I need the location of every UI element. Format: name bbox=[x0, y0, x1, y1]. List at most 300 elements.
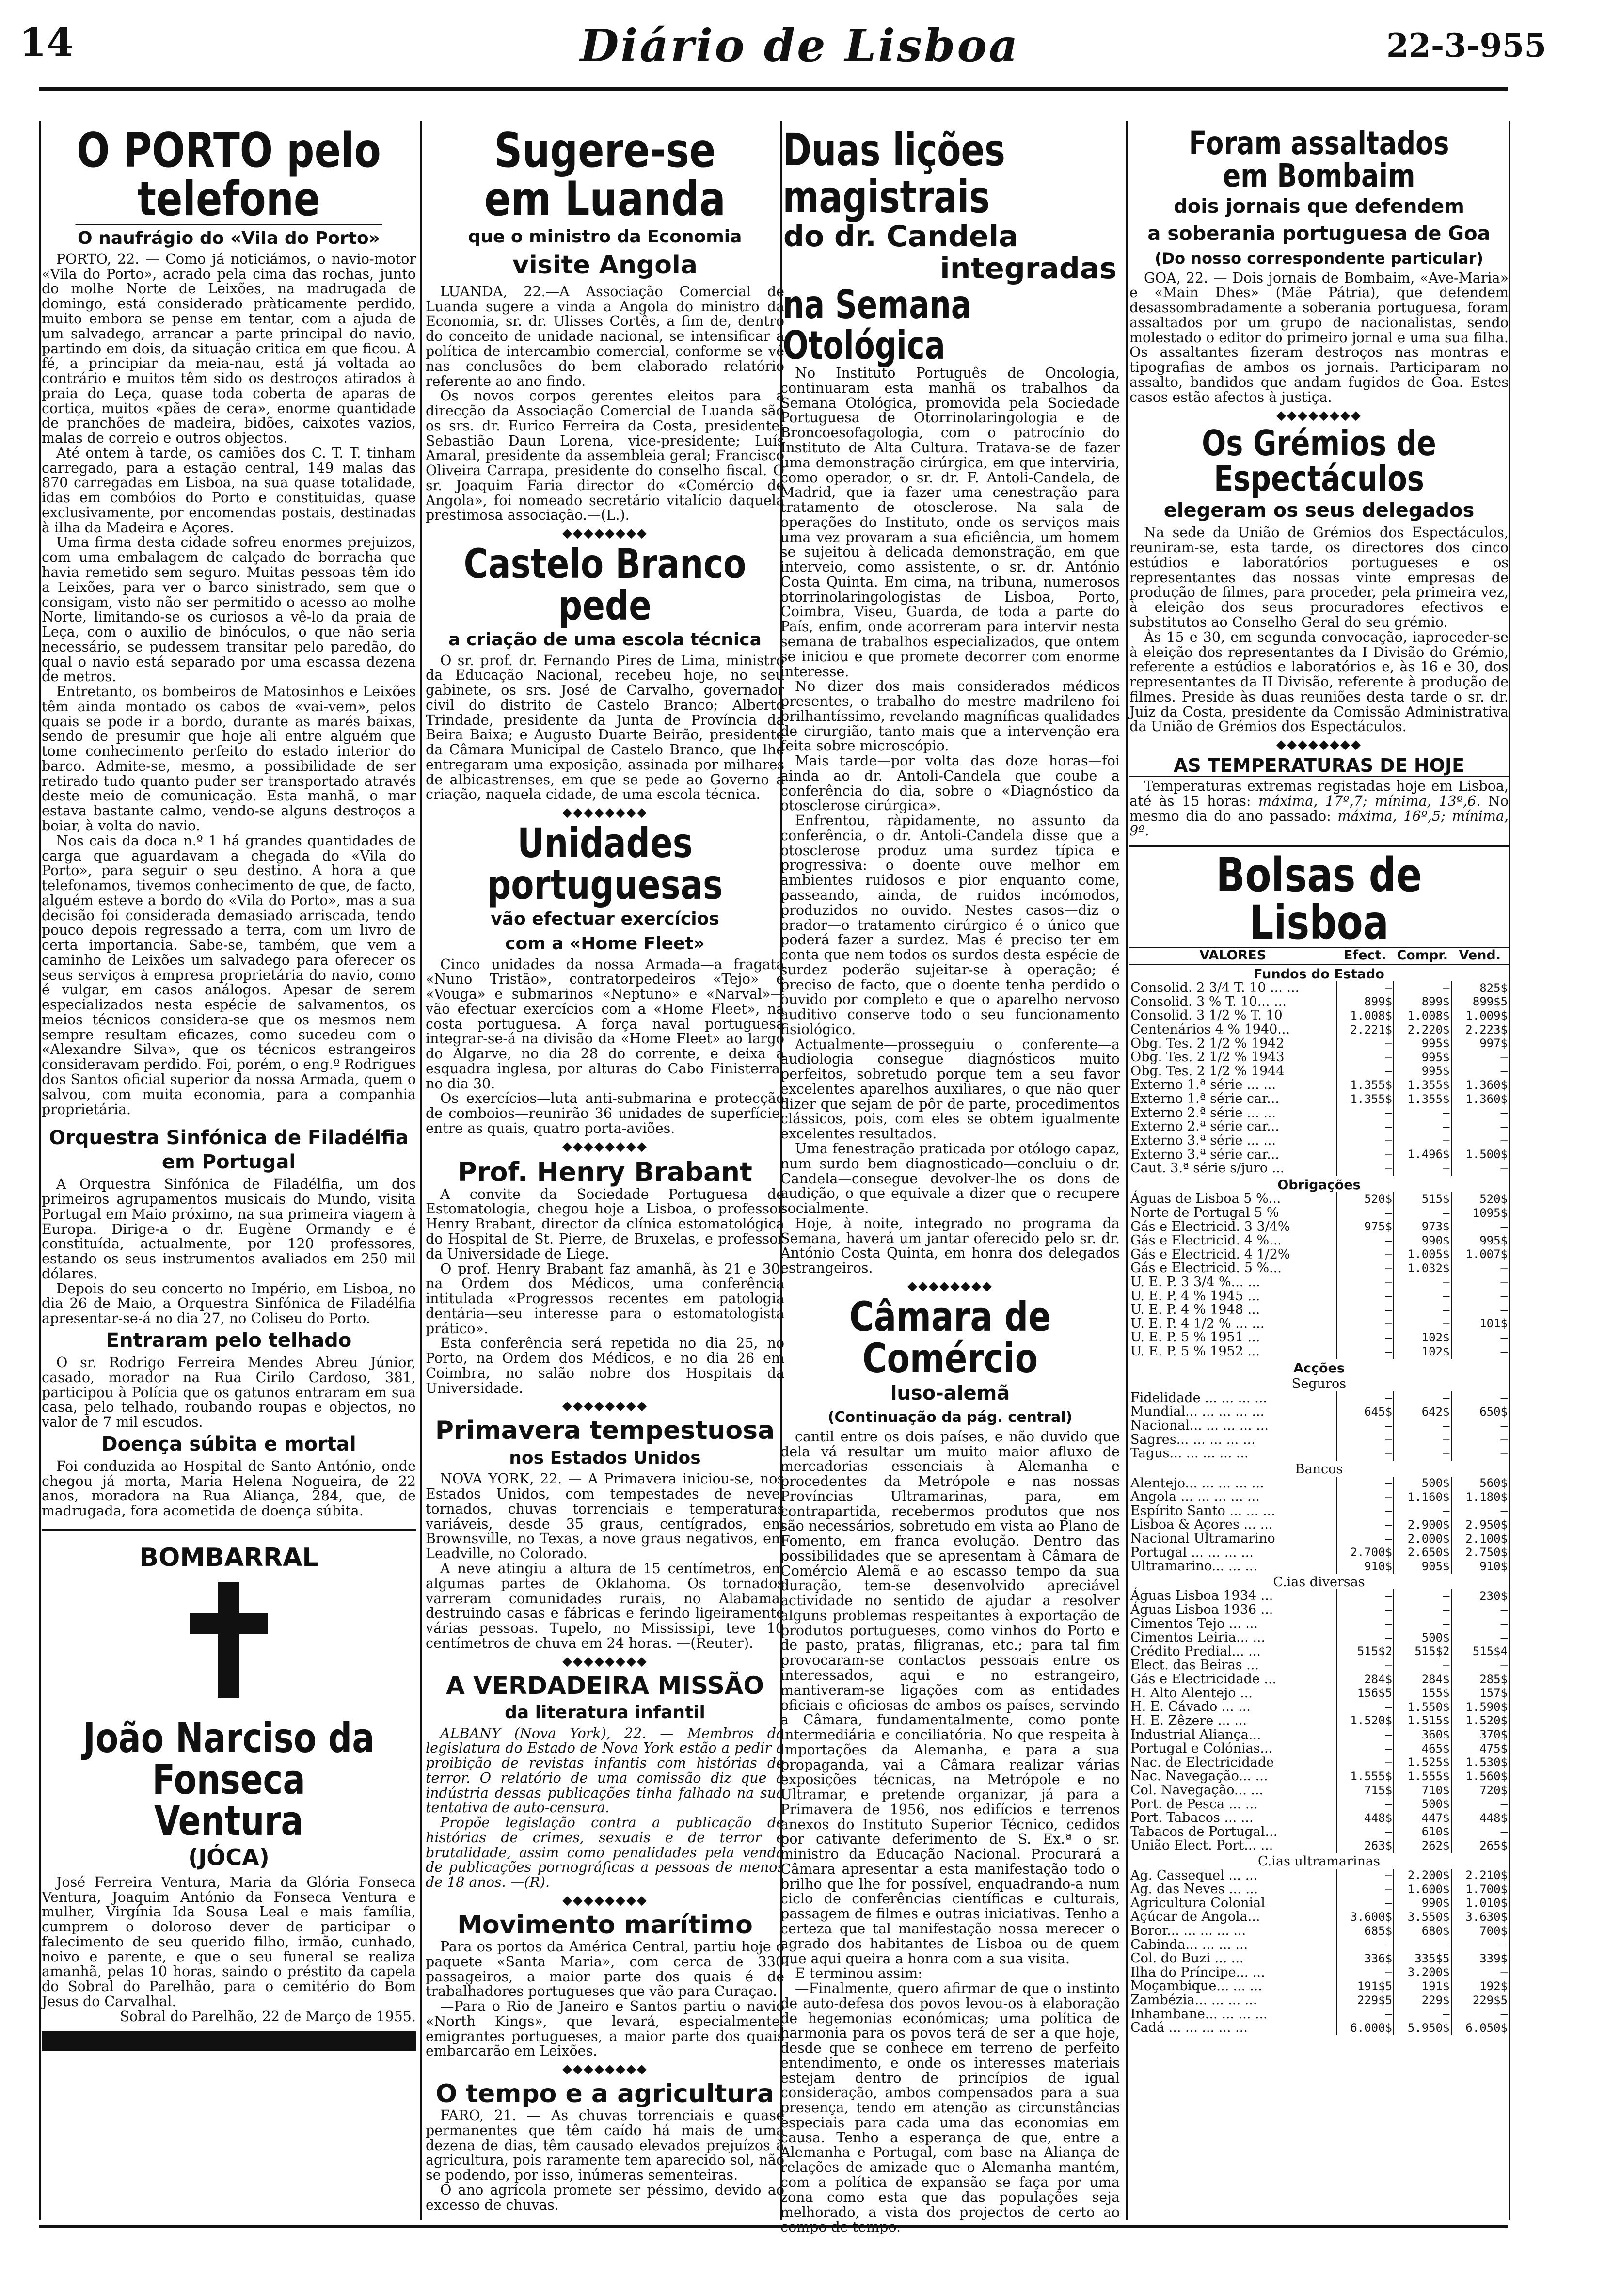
paragraph: No Instituto Português de Oncologia, continuaram esta manhã os trabalhos da Semana Otológica, promovida pela Sociedade Portuguesa de Otorrinolaringologia e de Broncoesofagologia, com o patrocínio do Instituto de Alta Cultura. Tratava-se de fazer uma demonstração cirúrgica, em que interviria, como operador, o sr. dr. F. Antoli-Candela, de Madrid, que ia fazer uma cenestração para tratamento de otosclerose. Na sala de operações do Instituto, onde os serviços mais uma vez provaram a sua eficiência, um homem se sujeitou à delicada demonstração, em que interveio, como assistente, o sr. dr. António Costa Quinta. Em cima, na tribuna, numerosos otorrinolaringologistas de Lisboa, Porto, Coimbra, Viseu, Guarda, de toda a parte do País, enfim, onde acorreram para intervir nesta semana de trabalhos especializados, que ontem se iniciou e que promete decorrer com enorme interesse. bbox=[780, 365, 1120, 680]
table-row bbox=[1129, 1742, 1509, 1756]
page-number: 14 bbox=[19, 19, 74, 65]
security-name: Nac. Navegação... ... bbox=[1130, 1769, 1268, 1784]
security-name: Tabacos de Portugal... bbox=[1130, 1824, 1278, 1839]
effective-price: 910$ bbox=[1336, 1560, 1394, 1574]
subheadline: luso-alemã bbox=[890, 1382, 1010, 1405]
buy-price: — bbox=[1394, 1447, 1451, 1461]
effective-price: — bbox=[1336, 1051, 1394, 1065]
effective-price: 156$5 bbox=[1336, 1687, 1394, 1701]
buy-price: 284$ bbox=[1394, 1673, 1451, 1687]
security-name: Espírito Santo ... ... ... bbox=[1130, 1503, 1275, 1518]
article-body bbox=[426, 1472, 784, 1651]
page-bottom-rule bbox=[39, 2225, 1508, 2228]
headline: Doença súbita e mortal bbox=[101, 1433, 356, 1455]
article-camara-comercio bbox=[780, 1292, 1120, 2235]
table-row bbox=[1129, 1728, 1509, 1742]
security-name: Ag. das Neves ... ... bbox=[1130, 1881, 1258, 1897]
article-brabant bbox=[426, 1157, 784, 1396]
table-row bbox=[1129, 2008, 1509, 2022]
table-row bbox=[1129, 1714, 1509, 1728]
article-candela bbox=[780, 124, 1120, 1276]
article-body bbox=[1129, 776, 1509, 839]
buy-price: 335$5 bbox=[1394, 1952, 1451, 1966]
table-row bbox=[1129, 1966, 1509, 1980]
separator: ◆◆◆◆◆◆◆◆ bbox=[562, 1139, 648, 1154]
article-bombaim bbox=[1129, 127, 1509, 405]
group-label: C.ias diversas bbox=[1273, 1574, 1365, 1590]
separator: ◆◆◆◆◆◆◆◆ bbox=[562, 1654, 648, 1669]
buy-price: — bbox=[1394, 1589, 1451, 1603]
effective-price: 975$ bbox=[1336, 1220, 1394, 1234]
table-row bbox=[1129, 1546, 1509, 1560]
article-primavera bbox=[426, 1416, 784, 1651]
sell-price: 2.100$ bbox=[1451, 1532, 1509, 1546]
buy-price: 2.200$ bbox=[1394, 1869, 1451, 1883]
paragraph: Entretanto, os bombeiros de Matosinhos e Leixões têm ainda montado os cabos de «vai-vem», pelos quais se pode ir a bordo, durante as marés baixas, sendo de presumir que hoje ali entre alguém que tome conhecimento perfeito do estado interior do barco. Admite-se, mesmo, a possibilidade de ser retirado tudo quanto puder ser transportado através deste meio de comunicação. Esta manhã, o mar estava bastante calmo, vendo-se alguns destroços a boiar, à volta do navio. bbox=[42, 684, 416, 834]
article-body bbox=[1129, 271, 1509, 405]
article-body bbox=[426, 654, 784, 803]
sell-price: — bbox=[1451, 1419, 1509, 1433]
subheadline: elegeram os seus delegados bbox=[1163, 499, 1475, 522]
table-row bbox=[1129, 1290, 1509, 1304]
table-row bbox=[1129, 1206, 1509, 1220]
security-name: Açúcar de Angola... bbox=[1130, 1909, 1260, 1925]
sell-price: 997$ bbox=[1451, 1037, 1509, 1051]
paragraph: Cinco unidades da nossa Armada—a fragata «Nuno Tristão», contratorpedeiros «Tejo» e «Vouga» e submarinos «Neptuno» e «Narval»—vão efectuar exercícios com a «Home Fleet», na costa portuguesa. A força naval portuguesa integrar-se-á na divisão da «Home Fleet» ao largo do Algarve, no dia 28 do corrente, e deixa a esquadra inglesa, por alturas do Cabo Finisterra, no dia 30. bbox=[426, 956, 784, 1092]
sell-price: 6.050$ bbox=[1451, 2021, 1509, 2035]
table-row bbox=[1129, 1770, 1509, 1784]
column-1 bbox=[42, 123, 416, 2221]
effective-price: — bbox=[1336, 1882, 1394, 1897]
table-row bbox=[1129, 1065, 1509, 1079]
buy-price: — bbox=[1394, 1938, 1451, 1952]
buy-price: 515$2 bbox=[1394, 1645, 1451, 1659]
security-name: Alentejo... ... ... ... ... bbox=[1130, 1475, 1264, 1491]
security-name: U. E. P. 4 % 1948 ... bbox=[1130, 1302, 1260, 1318]
table-row bbox=[1129, 1938, 1509, 1952]
effective-price: — bbox=[1336, 1290, 1394, 1304]
table-header-row bbox=[1129, 947, 1509, 964]
table-row bbox=[1129, 1952, 1509, 1966]
effective-price: — bbox=[1336, 1317, 1394, 1331]
headline: Bolsas de Lisboa bbox=[1216, 848, 1422, 950]
sell-price: — bbox=[1451, 1106, 1509, 1120]
effective-price: 263$ bbox=[1336, 1839, 1394, 1853]
security-name: Caut. 3.ª série s/juro ... bbox=[1130, 1161, 1285, 1176]
security-name: Cimentos Tejo ... ... bbox=[1130, 1616, 1258, 1631]
article-body bbox=[42, 252, 416, 1117]
effective-price: — bbox=[1336, 1134, 1394, 1148]
headline: Castelo Branco pede bbox=[463, 540, 747, 629]
buy-price: 995$ bbox=[1394, 1037, 1451, 1051]
security-name: Mundial... ... ... ... ... bbox=[1130, 1404, 1265, 1419]
paragraph: FARO, 21. — As chuvas torrenciais e quase permanentes que têm caído há mais de uma dezena de dias, têm causado elevados prejuízos à agricultura, pois raramente tem aparecido sol, não se podendo, por isso, inúmeras sementeiras. bbox=[426, 2107, 784, 2184]
buy-price: — bbox=[1394, 981, 1451, 995]
table-row bbox=[1129, 1700, 1509, 1714]
sell-price: 1095$ bbox=[1451, 1206, 1509, 1220]
sell-price: 825$ bbox=[1451, 981, 1509, 995]
sell-price: 101$ bbox=[1451, 1317, 1509, 1331]
effective-price: 685$ bbox=[1336, 1924, 1394, 1938]
sell-price: 2.750$ bbox=[1451, 1546, 1509, 1560]
effective-price: 448$ bbox=[1336, 1811, 1394, 1825]
separator: ◆◆◆◆◆◆◆◆ bbox=[562, 2062, 648, 2077]
subheadline: visite Angola bbox=[512, 250, 698, 280]
buy-price: 500$ bbox=[1394, 1798, 1451, 1812]
paragraph: LUANDA, 22.—A Associação Comercial de Luanda sugere a vinda a Angola do ministro da Economia, sr. dr. Ulisses Cortês, a fim de, dentro do conceito de unidade nacional, se intensificar a política de intercambio comercial, conforme se vê nas conclusões do bem elaborado relatório referente ao ano findo. bbox=[426, 283, 784, 389]
sell-price: 899$5 bbox=[1451, 995, 1509, 1009]
effective-price: 2.221$ bbox=[1336, 1023, 1394, 1037]
separator: ◆◆◆◆◆◆◆◆ bbox=[562, 805, 648, 820]
effective-price: — bbox=[1336, 1798, 1394, 1812]
sell-price: 1.007$ bbox=[1451, 1248, 1509, 1262]
buy-price: 500$ bbox=[1394, 1477, 1451, 1491]
sell-price: 515$4 bbox=[1451, 1645, 1509, 1659]
effective-price: — bbox=[1336, 1518, 1394, 1532]
subheadline: com a «Home Fleet» bbox=[505, 933, 705, 954]
table-row bbox=[1129, 1009, 1509, 1023]
sell-price: — bbox=[1451, 1331, 1509, 1345]
table-row bbox=[1129, 1532, 1509, 1546]
subheadline: vão efectuar exercícios bbox=[491, 909, 719, 929]
sell-price: 1.590$ bbox=[1451, 1700, 1509, 1714]
table-row bbox=[1129, 1979, 1509, 1993]
table-row bbox=[1129, 1560, 1509, 1574]
security-name: Portugal ... ... ... ... bbox=[1130, 1545, 1254, 1560]
article-gremios bbox=[1129, 422, 1509, 735]
column-2 bbox=[426, 123, 784, 2221]
effective-price: 229$5 bbox=[1336, 1993, 1394, 2008]
effective-price: 191$5 bbox=[1336, 1979, 1394, 1993]
buy-price: 3.200$ bbox=[1394, 1966, 1451, 1980]
paragraph: A convite da Sociedade Portuguesa de Estomatologia, chegou hoje a Lisboa, o professor Henry Brabant, director da clínica estomatológica do Hospital de St. Pierre, de Bruxelas, e professor da Universidade de Liege. bbox=[426, 1186, 784, 1262]
sell-price: 370$ bbox=[1451, 1728, 1509, 1742]
buy-price: — bbox=[1394, 1120, 1451, 1134]
buy-price: 155$ bbox=[1394, 1687, 1451, 1701]
obituary-border bbox=[42, 2031, 416, 2051]
effective-price: — bbox=[1336, 1504, 1394, 1518]
headline: na Semana Otológica bbox=[782, 282, 971, 368]
sell-price: 192$ bbox=[1451, 1979, 1509, 1993]
buy-price: 2.000$ bbox=[1394, 1532, 1451, 1546]
effective-price: — bbox=[1336, 1419, 1394, 1433]
buy-price: 1.550$ bbox=[1394, 1700, 1451, 1714]
buy-price: 642$ bbox=[1394, 1405, 1451, 1419]
sell-price: — bbox=[1451, 1433, 1509, 1447]
paragraph: ALBANY (Nova York), 22. — Membros da legislatura do Estado de Nova York estão a pedir a proibição de revistas infantis com histórias de terror. O relatório de uma comissão diz que a indústria dessas publicações tinha falhado na sua tentativa de auto-censura. bbox=[426, 1725, 784, 1816]
effective-price: 1.520$ bbox=[1336, 1714, 1394, 1728]
buy-price: — bbox=[1394, 1303, 1451, 1317]
paragraph: cantil entre os dois países, e não duvido que dela vá resultar um muito maior afluxo de mercadorias essenciais à Alemanha e procedentes da Metrópole e nas nossas Províncias Ultramarinas, para, em contrapartida, recebermos produtos que nos são necessários, sobretudo em vista ao Plano de Fomento, em franca evolução. Dentro das possibilidades que se apresentam à Câmara de Comércio Alemã e ao escasso tempo da sua duração, tem-se desenvolvido apreciável actividade no sentido de ajudar a resolver alguns problemas respeitantes à exportação de produtos portugueses, como vinhos do Porto e de pasto, pratas, filigranas, etc.; para tal fim provocaram-se contactos pessoais entre os interessados, aqui e no estrangeiro, mantiveram-se ligações com as entidades oficiais e oficiosas de ambos os países, servindo a Câmara, fundamentalmente, como ponte intermediária e conciliatória. No que respeita à importações da Alemanha, e para a sua propaganda, vai a Câmara realizar várias exposições técnicas, na Metrópole e no Ultramar, e pretende organizar, já para a Primavera de 1956, nos edifícios e terrenos anexos do Instituto Superior Técnico, cedidos por cativante deferimento de S. Ex.ª o sr. ministro da Educação Nacional. Procurará a Câmara apresentar a esta manifestação todo o brilho que lhe for possível, enquadrando-a num ciclo de conferências científicas e culturais, passagem de filmes e outras iniciativas. Tenho a certeza que tal manifestação nossa merecer o agrado dos habitantes de Lisboa ou de quem que aqui queira a honra com a sua visita. bbox=[780, 1428, 1120, 1967]
sell-price: — bbox=[1451, 1938, 1509, 1952]
security-name: Fidelidade ... ... ... ... bbox=[1130, 1390, 1267, 1405]
security-name: H. Alto Alentejo ... bbox=[1130, 1685, 1253, 1701]
buy-price: 1.496$ bbox=[1394, 1148, 1451, 1162]
effective-price: — bbox=[1336, 1331, 1394, 1345]
sell-price: 1.180$ bbox=[1451, 1490, 1509, 1504]
buy-price: 1.525$ bbox=[1394, 1756, 1451, 1770]
sell-price: — bbox=[1451, 1658, 1509, 1673]
article-body bbox=[426, 1940, 784, 2059]
buy-price: 995$ bbox=[1394, 1051, 1451, 1065]
table-row bbox=[1129, 1910, 1509, 1924]
sell-price: 157$ bbox=[1451, 1687, 1509, 1701]
effective-price: 1.355$ bbox=[1336, 1078, 1394, 1092]
paragraph: Os exercícios—luta anti-submarina e protecção de comboios—reunirão 36 unidades de superfície, entre as quais, quatro porta-aviões. bbox=[426, 1090, 784, 1136]
table-row bbox=[1129, 1303, 1509, 1317]
effective-price: — bbox=[1336, 1447, 1394, 1461]
sell-price: 3.630$ bbox=[1451, 1910, 1509, 1924]
sell-price: 700$ bbox=[1451, 1924, 1509, 1938]
table-row bbox=[1129, 1276, 1509, 1290]
buy-price: — bbox=[1394, 1504, 1451, 1518]
paragraph: Enfrentou, ràpidamente, no assunto da conferência, o dr. Antoli-Candela disse que a otosclerose produz uma surdez típica e progressiva: o doente ouve melhor em ambientes ruidosos e pior enquanto come, passeando, ainda, de ruidos incómodos, produzidos no ouvido. Nestes casos—diz o orador—o tratamento cirúrgico é o único que poderá fazer a surdez. Mas é preciso ter em conta que nem todos os surdos desta espécie de surdez poderão sujeitar-se à operação; é preciso de facto, que o doente tenha perdido o ouvido por completo e que o aparelho nervoso auditivo conserve todo o seu funcionamento fisiológico. bbox=[780, 813, 1120, 1037]
sell-price: — bbox=[1451, 1617, 1509, 1631]
effective-price: — bbox=[1336, 1617, 1394, 1631]
headline: Prof. Henry Brabant bbox=[458, 1156, 752, 1187]
effective-price: — bbox=[1336, 1825, 1394, 1839]
effective-price: — bbox=[1336, 1742, 1394, 1756]
separator: ◆◆◆◆◆◆◆◆ bbox=[562, 1399, 648, 1414]
headline: Orquestra Sinfónica de Filadélfia em Portugal bbox=[49, 1127, 409, 1174]
buy-price: 1.600$ bbox=[1394, 1882, 1451, 1897]
table-row bbox=[1129, 995, 1509, 1009]
article-castelo-branco bbox=[426, 540, 784, 803]
effective-price: 3.600$ bbox=[1336, 1910, 1394, 1924]
table-row bbox=[1129, 1037, 1509, 1051]
security-name: Externo 1.ª série ... ... bbox=[1130, 1077, 1276, 1093]
article-maritimo bbox=[426, 1911, 784, 2059]
sell-price: 520$ bbox=[1451, 1192, 1509, 1206]
group-label: C.ias ultramarinas bbox=[1258, 1853, 1380, 1869]
temperature-today: máxima, 17º,7; mínima, 13º,6. bbox=[1258, 793, 1481, 809]
sell-price: 1.010$ bbox=[1451, 1897, 1509, 1911]
sell-price: — bbox=[1451, 1825, 1509, 1839]
table-row bbox=[1129, 1023, 1509, 1037]
effective-price: — bbox=[1336, 1477, 1394, 1491]
security-name: Ag. Cassequel ... ... bbox=[1130, 1867, 1258, 1883]
security-name: H. E. Cávado ... ... bbox=[1130, 1699, 1251, 1715]
effective-price: — bbox=[1336, 1728, 1394, 1742]
effective-price: — bbox=[1336, 981, 1394, 995]
table-row bbox=[1129, 1477, 1509, 1491]
security-name: Águas Lisboa 1934 ... bbox=[1130, 1588, 1273, 1604]
sell-price: 339$ bbox=[1451, 1952, 1509, 1966]
sell-price: — bbox=[1451, 1134, 1509, 1148]
subheadline: que o ministro da Economia bbox=[468, 226, 742, 247]
paragraph: Às 15 e 30, em segunda convocação, iaproceder-se à eleição dos representantes da I Divisão do Grémio, referente a estúdios e laboratórios e, às 16 e 30, dos representantes da II Divisão, referente à produção de filmes. Preside às duas reuniões desta tarde o sr. dr. Juiz da Costa, presidente da Comissão Administrativa da União de Grémios dos Espectáculos. bbox=[1129, 629, 1509, 735]
sell-price: 1.009$ bbox=[1451, 1009, 1509, 1023]
buy-price: 1.515$ bbox=[1394, 1714, 1451, 1728]
sell-price: — bbox=[1451, 1603, 1509, 1617]
paragraph: Foi conduzida ao Hospital de Santo António, onde chegou já morta, Maria Helena Nogueira, de 22 anos, moradora na Rua Aliança, 284, que, de madrugada, fora acometida de doença súbita. bbox=[42, 1458, 416, 1519]
headline: Sugere-se em Luanda bbox=[484, 123, 726, 227]
stock-table bbox=[1129, 947, 1509, 2035]
obituary-nickname: (JÓCA) bbox=[188, 1844, 270, 1870]
paragraph: No dizer dos mais considerados médicos presentes, o trabalho do mestre madrileno foi brilhantíssimo, revelando magníficas qualidades de cirurgião, tanto mais que a intervenção era feita sobre microscópio. bbox=[780, 678, 1120, 754]
security-name: U. E. P. 4 % 1945 ... bbox=[1130, 1288, 1260, 1304]
table-row bbox=[1129, 1134, 1509, 1148]
table-row bbox=[1129, 1617, 1509, 1631]
sell-price: — bbox=[1451, 1220, 1509, 1234]
buy-price: 899$ bbox=[1394, 995, 1451, 1009]
table-row bbox=[1129, 2021, 1509, 2035]
table-row bbox=[1129, 1825, 1509, 1839]
effective-price: 2.700$ bbox=[1336, 1546, 1394, 1560]
security-name: Tagus... ... ... ... ... bbox=[1130, 1446, 1249, 1461]
buy-price: — bbox=[1394, 1276, 1451, 1290]
paragraph: Nos cais da doca n.º 1 há grandes quantidades de carga que aguardavam a chegada do «Vila do Porto», para seguir o seu destino. A hora a que telefonamos, tivemos conhecimento de que, de facto, alguém esteve a bordo do «Vila do Porto», mas a sua decisão foi considerada demasiado arriscada, tendo pouco depois regressado a terra, com um livro de certa importancia. Sabe-se, também, que vem a caminho de Leixões um salvadego para oferecer os seus serviços à empresa proprietária do navio, como é vulgar, em casos análogos. Apesar de serem especializados nesta espécie de salvamentos, os meios técnicos considera-se que os mesmos nem sempre resultam eficazes, como sucedeu com o «Alexandre Silva», que os técnicos estrangeiros consideravam perdido. Foi, porém, o eng.º Rodrigues dos Santos oficial superior da nossa Armada, quem o salvou, com muita economia, para a companhia proprietária. bbox=[42, 832, 416, 1117]
buy-price: 1.355$ bbox=[1394, 1092, 1451, 1106]
sell-price: 910$ bbox=[1451, 1560, 1509, 1574]
security-name: Lisboa & Açores ... ... bbox=[1130, 1517, 1273, 1532]
paragraph: Depois do seu concerto no Império, em Lisboa, no dia 26 de Maio, a Orquestra Sinfónica de Filadélfia apresentar-se-á no dia 27, no Coliseu do Porto. bbox=[42, 1280, 416, 1327]
byline: (Do nosso correspondente particular) bbox=[1154, 249, 1484, 268]
buy-price: 500$ bbox=[1394, 1631, 1451, 1645]
headline: integradas bbox=[940, 252, 1117, 286]
table-row bbox=[1129, 1120, 1509, 1134]
paragraph: Os novos corpos gerentes eleitos para a direcção da Associação Comercial de Luanda são os srs. dr. Eurico Ferreira da Costa, presidente; Sebastião Daun Lorena, vice-presidente; Luís Amaral, presidente da assembleia geral; Francisco Oliveira Carrapa, presidente do conselho fiscal. O sr. Joaquim Faria director do «Comércio de Angola», foi nomeado secretário vitalício daquela prestimosa associação.—(L.). bbox=[426, 388, 784, 524]
paragraph: Mais tarde—por volta das doze horas—foi ainda ao dr. Antoli-Candela que coube a conferência do dia, sobre o «Diagnóstico da otosclerose cirúrgica». bbox=[780, 753, 1120, 814]
security-name: Externo 3.ª série car... bbox=[1130, 1147, 1279, 1162]
buy-price: — bbox=[1394, 1317, 1451, 1331]
effective-price: 1.008$ bbox=[1336, 1009, 1394, 1023]
article-body bbox=[780, 1430, 1120, 2235]
security-name: Ultramarino... ... ... bbox=[1130, 1559, 1258, 1574]
buy-price: — bbox=[1394, 1206, 1451, 1220]
buy-price: 1.008$ bbox=[1394, 1009, 1451, 1023]
effective-price: — bbox=[1336, 1391, 1394, 1405]
table-row bbox=[1129, 1345, 1509, 1359]
buy-price: 710$ bbox=[1394, 1784, 1451, 1798]
paragraph: Actualmente—prosseguiu o conferente—a audiologia consegue diagnósticos muito perfeitos, sobretudo porque tem a seu favor excelentes aparelhos auxiliares, o que não quer dizer que sejam de pôr de parte, procedimentos clássicos, pois, com eles se obtem igualmente excelentes resultados. bbox=[780, 1036, 1120, 1142]
effective-price: — bbox=[1336, 1532, 1394, 1546]
subheadline: a soberania portuguesa de Goa bbox=[1147, 222, 1491, 245]
subheadline: a criação de uma escola técnica bbox=[448, 629, 762, 650]
buy-price: 5.950$ bbox=[1394, 2021, 1451, 2035]
effective-price: — bbox=[1336, 1756, 1394, 1770]
paragraph: Na sede da União de Grémios dos Espectáculos, reuniram-se, esta tarde, os directores dos cinco estúdios e laboratórios portugueses e os representantes das nossas vinte empresas de produção de filmes, para proceder, pela primeira vez, à eleição dos seus procuradores efectivos e substitutos ao Conselho Geral do seu grémio. bbox=[1129, 525, 1509, 630]
sell-price: 285$ bbox=[1451, 1673, 1509, 1687]
article-body bbox=[1129, 526, 1509, 734]
effective-price: — bbox=[1336, 1490, 1394, 1504]
subheadline: da literatura infantil bbox=[505, 1702, 705, 1722]
buy-price: — bbox=[1394, 1162, 1451, 1176]
separator: ◆◆◆◆◆◆◆◆ bbox=[1276, 737, 1362, 752]
security-name: Águas Lisboa 1936 ... bbox=[1130, 1602, 1273, 1618]
buy-price: 465$ bbox=[1394, 1742, 1451, 1756]
article-missao bbox=[426, 1672, 784, 1890]
buy-price: 990$ bbox=[1394, 1234, 1451, 1248]
continuation-note: (Continuação da pág. central) bbox=[827, 1409, 1073, 1426]
security-name: Sagres... ... ... ... ... bbox=[1130, 1432, 1255, 1447]
article-tempo bbox=[426, 2079, 784, 2213]
table-group-row bbox=[1129, 1176, 1509, 1193]
group-label: Obrigações bbox=[1277, 1177, 1361, 1193]
security-name: Agricultura Colonial bbox=[1130, 1895, 1265, 1911]
column-3 bbox=[780, 124, 1120, 2235]
paragraph: O prof. Henry Brabant faz amanhã, às 21 e 30, na Ordem dos Médicos, uma conferência intitulada «Progressos recentes em patologia dentária—seu interesse para o estomatologista prático». bbox=[426, 1260, 784, 1337]
sell-price: — bbox=[1451, 2008, 1509, 2022]
subheadline: dois jornais que defendem bbox=[1174, 195, 1464, 218]
column-header: Vend. bbox=[1451, 947, 1509, 964]
sell-price: — bbox=[1451, 1162, 1509, 1176]
buy-price: — bbox=[1394, 1290, 1451, 1304]
paragraph: O sr. prof. dr. Fernando Pires de Lima, ministro da Educação Nacional, recebeu hoje, no seu gabinete, os srs. José de Carvalho, governador civil do distrito de Castelo Branco; Alberto Trindade, presidente da Junta de Província da Beira Baixa; e Augusto Duarte Beirão, presidente da Câmara Municipal de Castelo Branco, que lhe entregaram uma exposição, assinada por milhares de albicastrenses, em que se pede ao Governo a criação, naquela cidade, de uma escola técnica. bbox=[426, 652, 784, 803]
security-name: Boror... ... ... ... ... bbox=[1130, 1923, 1246, 1939]
table-row bbox=[1129, 1784, 1509, 1798]
security-name: Gás e Electricid. 4 %... bbox=[1130, 1233, 1282, 1248]
sell-price: 2.210$ bbox=[1451, 1869, 1509, 1883]
security-name: Gás e Electricidade ... bbox=[1130, 1672, 1277, 1687]
buy-price: 995$ bbox=[1394, 1065, 1451, 1079]
security-name: Cabinda... ... ... ... bbox=[1130, 1937, 1248, 1952]
headline: O tempo e a agricultura bbox=[435, 2079, 775, 2109]
table-row bbox=[1129, 1405, 1509, 1419]
effective-price: — bbox=[1336, 1234, 1394, 1248]
effective-price: — bbox=[1336, 1631, 1394, 1645]
security-name: Gás e Electricid. 4 1/2% bbox=[1130, 1246, 1290, 1262]
buy-price: — bbox=[1394, 1658, 1451, 1673]
sell-price: 1.360$ bbox=[1451, 1078, 1509, 1092]
headline: Os Grémios de Espectáculos bbox=[1202, 422, 1436, 499]
table-group-row bbox=[1129, 1461, 1509, 1477]
subheadline: O naufrágio do «Vila do Porto» bbox=[78, 228, 380, 248]
sell-price: — bbox=[1451, 1798, 1509, 1812]
masthead-rule bbox=[39, 87, 1508, 91]
headline: Movimento marítimo bbox=[457, 1911, 753, 1940]
sell-price: 1.500$ bbox=[1451, 1148, 1509, 1162]
security-name: Cimentos Leiria... ... bbox=[1130, 1630, 1266, 1645]
paragraph: Uma fenestração praticada por otólogo capaz, num surdo bem diagnosticado—concluiu o dr. Candela—consegue devolver-lhe os dons de audição, o que equivale a dizer que o recupere socialmente. bbox=[780, 1141, 1120, 1217]
effective-price: — bbox=[1336, 2008, 1394, 2022]
separator: ◆◆◆◆◆◆◆◆ bbox=[1276, 408, 1362, 423]
effective-price: — bbox=[1336, 1065, 1394, 1079]
security-name: Col. Navegação... ... bbox=[1130, 1782, 1264, 1798]
issue-date: 22-3-955 bbox=[1386, 27, 1547, 64]
temperature-last-year: máxima, 16º,5; mínima, 9º. bbox=[1129, 808, 1509, 839]
sell-price: 1.520$ bbox=[1451, 1714, 1509, 1728]
sell-price: 2.950$ bbox=[1451, 1518, 1509, 1532]
headline: Câmara de Comércio bbox=[849, 1292, 1051, 1382]
table-row bbox=[1129, 1631, 1509, 1645]
sell-price: — bbox=[1451, 1303, 1509, 1317]
paragraph bbox=[1129, 779, 1509, 839]
sell-price: 448$ bbox=[1451, 1811, 1509, 1825]
security-name: Col. do Buzi ... ... bbox=[1130, 1951, 1244, 1966]
column-header: Compr. bbox=[1394, 947, 1451, 964]
security-name: Nac. de Electricidade bbox=[1130, 1754, 1274, 1770]
article-body bbox=[426, 1726, 784, 1890]
table-row bbox=[1129, 1433, 1509, 1447]
table-row bbox=[1129, 1192, 1509, 1206]
stock-exchange bbox=[1129, 845, 1509, 2035]
paragraph: Hoje, à noite, integrado no programa da Semana, haverá um jantar oferecido pelo sr. dr. António Costa Quinta, em honra dos delegados estrangeiros. bbox=[780, 1215, 1120, 1276]
effective-price: 6.000$ bbox=[1336, 2021, 1394, 2035]
sell-price: 1.560$ bbox=[1451, 1770, 1509, 1784]
buy-price: 515$ bbox=[1394, 1192, 1451, 1206]
effective-price: 515$2 bbox=[1336, 1645, 1394, 1659]
buy-price: — bbox=[1394, 1433, 1451, 1447]
article-body bbox=[426, 957, 784, 1136]
paragraph: E terminou assim: bbox=[795, 1965, 922, 1982]
buy-price: — bbox=[1394, 1617, 1451, 1631]
effective-price: — bbox=[1336, 1276, 1394, 1290]
buy-price: — bbox=[1394, 1106, 1451, 1120]
article-doenca bbox=[42, 1432, 416, 1519]
buy-price: 1.355$ bbox=[1394, 1078, 1451, 1092]
security-name: U. E. P. 5 % 1952 ... bbox=[1130, 1344, 1260, 1359]
